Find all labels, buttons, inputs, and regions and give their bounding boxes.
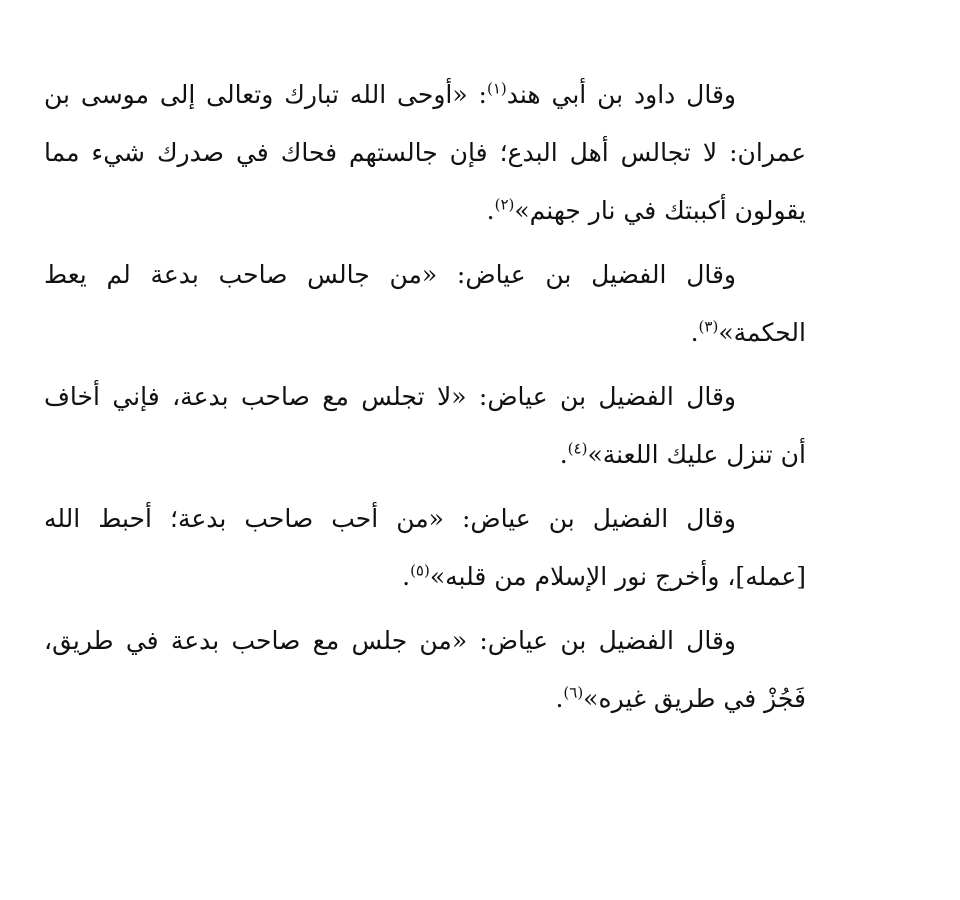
paragraph-line: وقال الفضيل بن عياض: «من جلس مع صاحب بدعة في طريق، <box>44 626 736 655</box>
paragraph-line: فَجُزْ في طريق غيره»$^{(٦)}$. <box>555 683 806 713</box>
footnote-marker: (٢) <box>494 195 515 214</box>
paragraph-line: يقولون أكببتك في نار جهنم»$^{(٢)}$. <box>486 195 806 225</box>
footnote-marker: (١) <box>486 79 507 98</box>
paragraph-line: الحكمة»$^{(٣)}$. <box>690 317 806 347</box>
paragraph-line: وقال الفضيل بن عياض: «لا تجلس مع صاحب بدعة، فإني أخاف <box>44 382 736 411</box>
paragraph-2 <box>44 246 806 362</box>
footnote-marker: (٦) <box>563 683 584 702</box>
paragraph-line: وقال الفضيل بن عياض: «من جالس صاحب بدعة لم يعط <box>44 260 737 289</box>
paragraph-1 <box>44 66 806 240</box>
paragraph-line: عمران: لا تجالس أهل البدع؛ فإن جالستهم فحاك في صدرك شيء مما <box>44 138 806 167</box>
paragraph-4 <box>44 490 806 606</box>
footnote-marker: (٥) <box>410 561 430 580</box>
paragraph-5 <box>44 612 806 728</box>
paragraph-line: [عمله]، وأخرج نور الإسلام من قلبه»$^{(٥)}$. <box>402 561 806 591</box>
paragraph-line: أن تنزل عليك اللعنة»$^{(٤)}$. <box>559 439 806 469</box>
footnote-marker: (٤) <box>567 439 588 458</box>
paragraph-line: وقال داود بن أبي هند$^{(١)}$: «أوحى الله تبارك وتعالى إلى موسى بن <box>44 79 736 109</box>
document-page <box>44 66 806 734</box>
paragraph-3 <box>44 368 806 484</box>
footnote-marker: (٣) <box>698 317 719 336</box>
paragraph-line: وقال الفضيل بن عياض: «من أحب صاحب بدعة؛ أحبط الله <box>44 504 736 533</box>
